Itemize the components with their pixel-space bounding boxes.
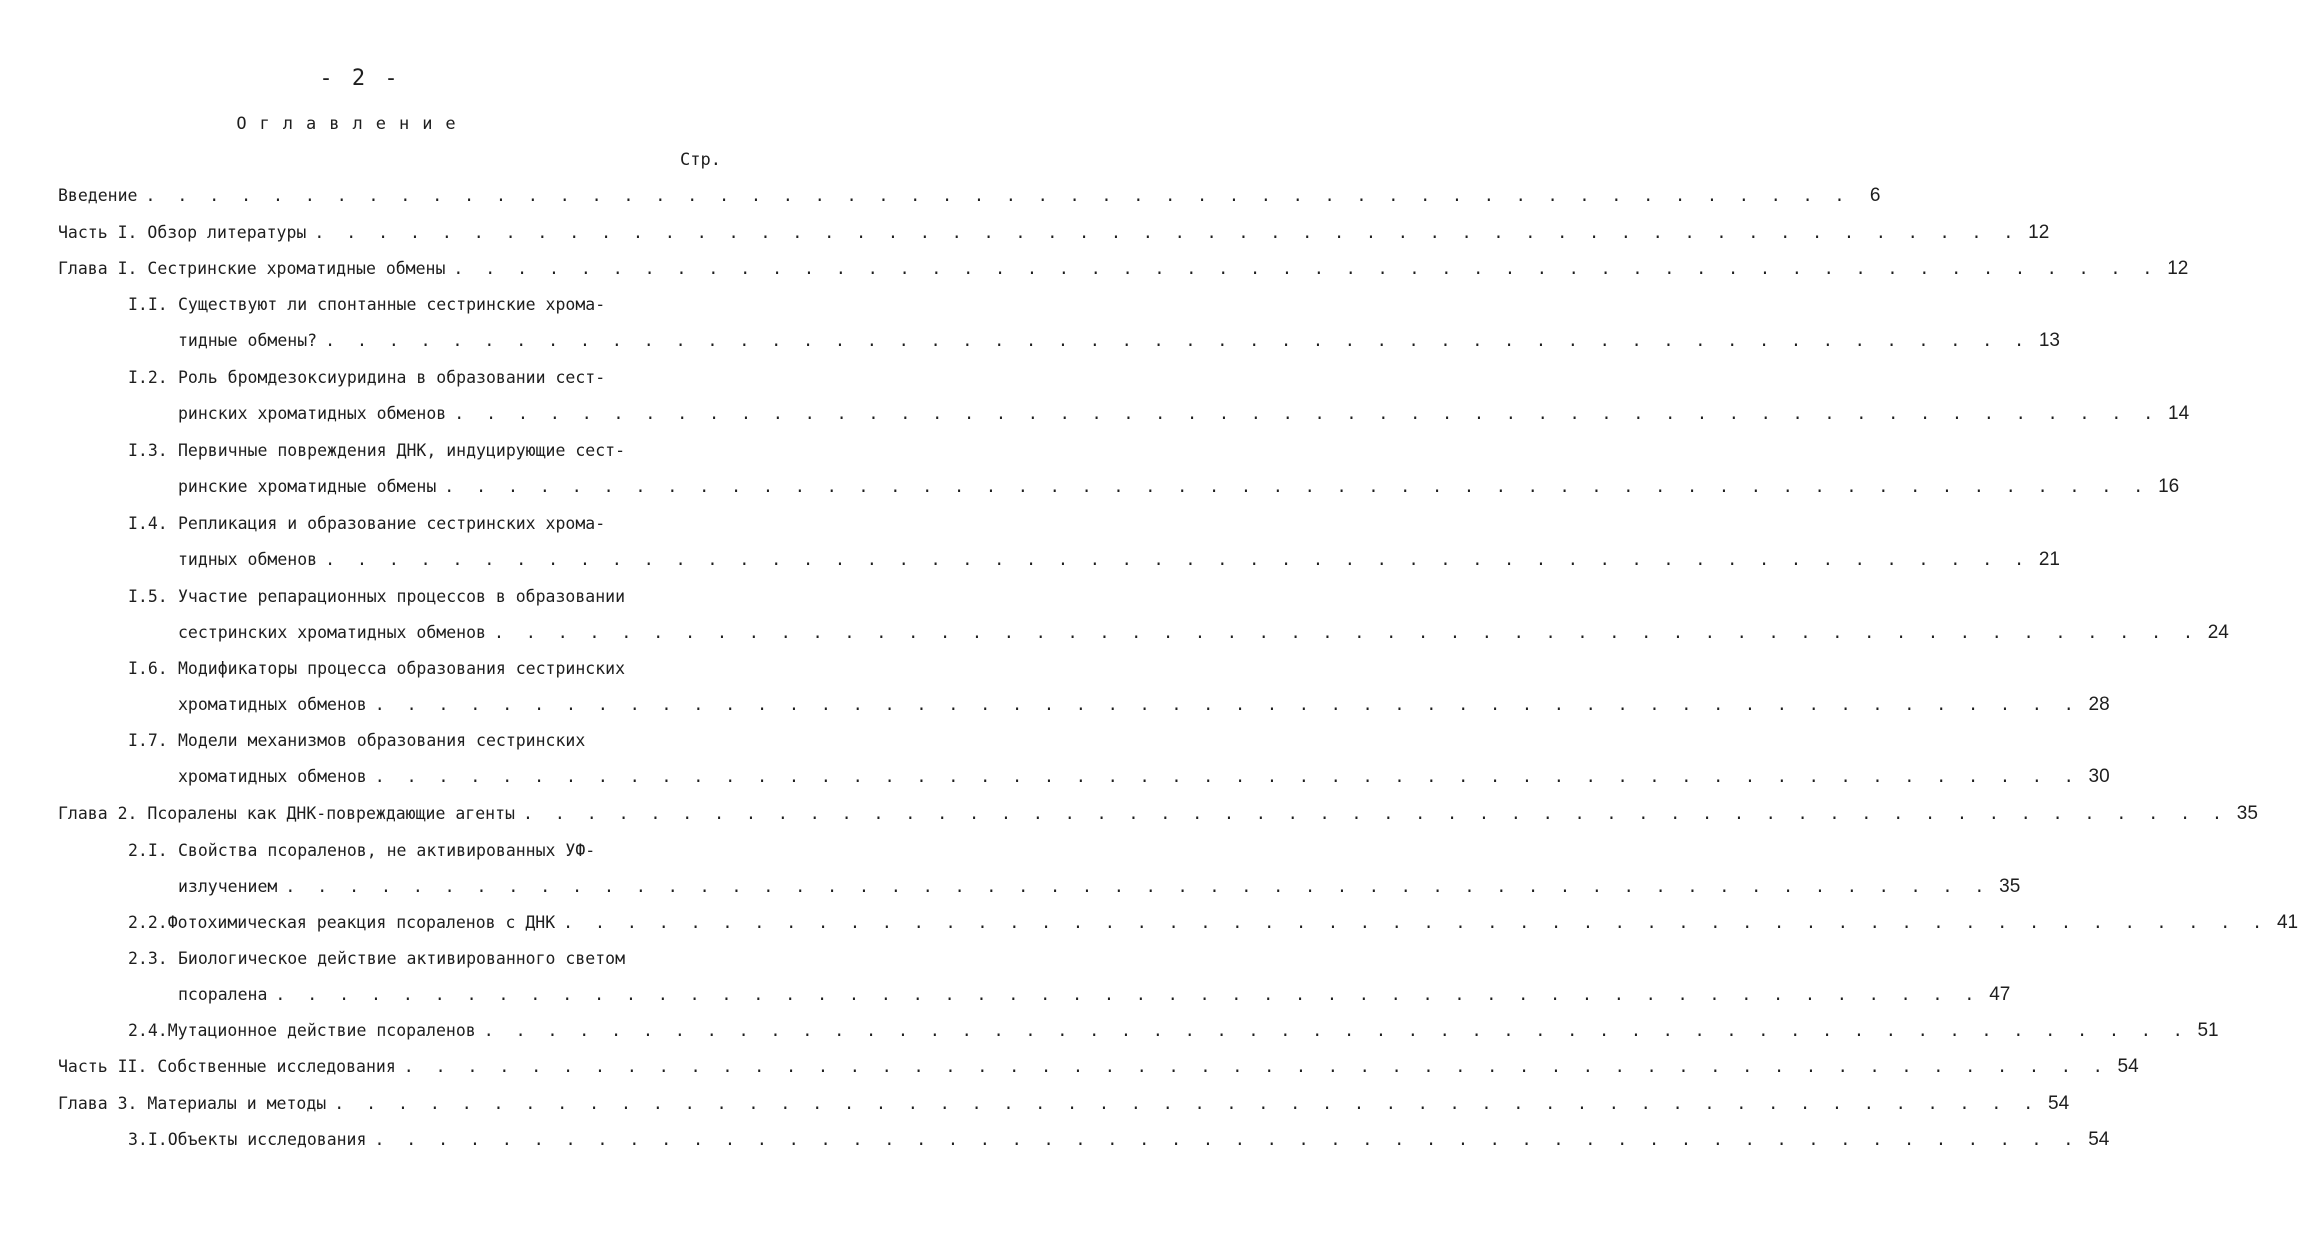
leader-dots: . . . . . . . . . . . . . . . . . . . . . . . . . . . . . . . . . . . . . . . . . . . . . . . . . . . . . . xyxy=(374,767,2080,786)
toc-entry-1-2 xyxy=(128,365,681,391)
toc-entry-1-4-cont xyxy=(178,547,2060,573)
toc-entry-1-6 xyxy=(128,656,681,682)
leader-dots: . . . . . . . . . . . . . . . . . . . . . . . . . . . . . . . . . . . . . . . . . . . . . . . . . . . . . . xyxy=(563,913,2269,932)
leader-dots: . . . . . . . . . . . . . . . . . . . . . . . . . . . . . . . . . . . . . . . . . . . . . . . . . . . . . . xyxy=(334,1094,2040,1113)
section-number: I.2. xyxy=(128,368,168,387)
toc-entry-page: 54 xyxy=(2088,1129,2110,1150)
toc-entry-page: 35 xyxy=(1999,876,2021,897)
toc-entry-1-7-cont xyxy=(178,764,2110,790)
toc-entry-1-5 xyxy=(128,584,681,610)
toc-entry-2-1-cont xyxy=(178,874,2021,900)
toc-entry-page: 30 xyxy=(2088,766,2110,787)
toc-entry-chapter-3 xyxy=(58,1091,2070,1117)
leader-dots: . . . . . . . . . . . . . . . . . . . . . . . . . . . . . . . . . . . . . . . . . . . . . . . . . . . . . . xyxy=(285,877,1991,896)
section-number: I.3. xyxy=(128,441,168,460)
toc-entry-text: ринских хроматидных обменов xyxy=(178,404,447,423)
toc-entry-text: хроматидных обменов xyxy=(178,695,367,714)
leader-dots: . . . . . . . . . . . . . . . . . . . . . . . . . . . . . . . . . . . . . . . . . . . . . . . . . . . . . . xyxy=(403,1057,2109,1076)
toc-entry-text: Существуют ли спонтанные сестринские хрома- xyxy=(178,295,606,314)
leader-dots: . . . . . . . . . . . . . . . . . . . . . . . . . . . . . . . . . . . . . . . . . . . . . . . . . . . . . . xyxy=(453,259,2159,278)
leader-dots: . . . . . . . . . . . . . . . . . . . . . . . . . . . . . . . . . . . . . . . . . . . . . . . . . . . . . . xyxy=(483,1021,2189,1040)
toc-entry-text: Роль бромдезоксиуридина в образовании сест- xyxy=(178,368,606,387)
toc-entry-page: 54 xyxy=(2117,1056,2139,1077)
toc-entry-chapter-1 xyxy=(58,256,2189,282)
leader-dots: . . . . . . . . . . . . . . . . . . . . . . . . . . . . . . . . . . . . . . . . . . . . . . . . . . . . . . xyxy=(493,623,2199,642)
toc-entry-2-2 xyxy=(128,910,2298,936)
toc-entry-text: Глава 2. Псоралены как ДНК-повреждающие агенты xyxy=(58,804,515,823)
toc-entry-2-3 xyxy=(128,946,681,972)
page-column-label: Стр. xyxy=(680,150,721,170)
leader-dots: . . . . . . . . . . . . . . . . . . . . . . . . . . . . . . . . . . . . . . . . . . . . . . . . . . . . . . xyxy=(454,404,2160,423)
toc-entry-text: псоралена xyxy=(178,985,268,1004)
toc-entry-2-1 xyxy=(128,838,681,864)
toc-entry-text: Мутационное действие псораленов xyxy=(167,1021,476,1040)
toc-entry-text: Часть II. Собственные исследования xyxy=(58,1057,396,1076)
toc-entry-1-3-cont xyxy=(178,474,2180,500)
toc-entry-text: излучением xyxy=(178,877,278,896)
toc-entry-page: 41 xyxy=(2276,912,2298,933)
section-number: 2.I. xyxy=(128,841,168,860)
toc-entry-text: тидные обмены? xyxy=(178,331,318,350)
leader-dots: . . . . . . . . . . . . . . . . . . . . . . . . . . . . . . . . . . . . . . . . . . . . . . . . . . . . . . xyxy=(374,1130,2080,1149)
toc-entry-1-1 xyxy=(128,292,681,318)
leader-dots: . . . . . . . . . . . . . . . . . . . . . . . . . . . . . . . . . . . . . . . . . . . . . . . . . . . . . . xyxy=(444,477,2150,496)
section-number: 3.I. xyxy=(128,1130,168,1149)
section-number: 2.3. xyxy=(128,949,168,968)
toc-entry-text: Объекты исследования xyxy=(167,1130,367,1149)
toc-entry-text: Глава 3. Материалы и методы xyxy=(58,1094,327,1113)
toc-entry-text: Глава I. Сестринские хроматидные обмены xyxy=(58,259,446,278)
toc-entry-page: 47 xyxy=(1989,984,2011,1005)
toc-entry-page: 6 xyxy=(1869,185,1881,206)
toc-title: Оглавление xyxy=(236,114,469,134)
toc-entry-text: сестринских хроматидных обменов xyxy=(178,623,486,642)
toc-entry-page: 16 xyxy=(2158,476,2180,497)
section-number: 2.4. xyxy=(128,1021,168,1040)
toc-entry-introduction xyxy=(58,183,1881,209)
toc-entry-page: 24 xyxy=(2207,622,2229,643)
leader-dots: . . . . . . . . . . . . . . . . . . . . . . . . . . . . . . . . . . . . . . . . . . . . . . . . . . . . . . xyxy=(325,331,2030,350)
toc-entry-text: Введение xyxy=(58,186,138,205)
toc-entry-page: 12 xyxy=(2028,222,2050,243)
toc-entry-page: 35 xyxy=(2236,803,2258,824)
toc-entry-text: Модификаторы процесса образования сестринских xyxy=(178,659,626,678)
toc-entry-text: Участие репарационных процессов в образовании xyxy=(178,587,626,606)
toc-entry-text: ринские хроматидные обмены xyxy=(178,477,437,496)
toc-entry-page: 12 xyxy=(2167,258,2189,279)
section-number: I.5. xyxy=(128,587,168,606)
toc-entry-page: 51 xyxy=(2197,1020,2219,1041)
leader-dots: . . . . . . . . . . . . . . . . . . . . . . . . . . . . . . . . . . . . . . . . . . . . . . . . . . . . . . xyxy=(145,186,1851,205)
toc-entry-1-2-cont xyxy=(178,401,2190,427)
toc-entry-text: Свойства псораленов, не активированных УФ- xyxy=(178,841,596,860)
leader-dots: . . . . . . . . . . . . . . . . . . . . . . . . . . . . . . . . . . . . . . . . . . . . . . . . . . . . . . xyxy=(314,223,2020,242)
toc-entry-text: Репликация и образование сестринских хрома- xyxy=(178,514,606,533)
toc-entry-text: Биологическое действие активированного светом xyxy=(178,949,626,968)
toc-entry-page: 21 xyxy=(2038,549,2060,570)
section-number: I.6. xyxy=(128,659,168,678)
section-number: 2.2. xyxy=(128,913,168,932)
section-number: I.4. xyxy=(128,514,168,533)
toc-entry-text: Первичные повреждения ДНК, индуцирующие сест- xyxy=(178,441,626,460)
toc-entry-1-7 xyxy=(128,728,681,754)
toc-entry-page: 14 xyxy=(2168,403,2190,424)
leader-dots: . . . . . . . . . . . . . . . . . . . . . . . . . . . . . . . . . . . . . . . . . . . . . . . . . . . . . . xyxy=(275,985,1981,1004)
page-number: - 2 - xyxy=(319,66,401,91)
leader-dots: . . . . . . . . . . . . . . . . . . . . . . . . . . . . . . . . . . . . . . . . . . . . . . . . . . . . . . xyxy=(522,804,2228,823)
toc-entry-2-3-cont xyxy=(178,982,2011,1008)
toc-entry-text: Фотохимическая реакция псораленов с ДНК xyxy=(167,913,556,932)
toc-entry-1-6-cont xyxy=(178,692,2110,718)
toc-entry-part-1 xyxy=(58,220,2050,246)
leader-dots: . . . . . . . . . . . . . . . . . . . . . . . . . . . . . . . . . . . . . . . . . . . . . . . . . . . . . . xyxy=(374,695,2080,714)
section-number: I.7. xyxy=(128,731,168,750)
toc-entry-1-1-cont xyxy=(178,328,2060,354)
toc-entry-1-4 xyxy=(128,511,681,537)
toc-entry-page: 54 xyxy=(2048,1093,2070,1114)
toc-entry-3-1 xyxy=(128,1127,2110,1153)
toc-entry-1-5-cont xyxy=(178,620,2229,646)
toc-entry-page: 13 xyxy=(2038,330,2060,351)
toc-entry-page: 28 xyxy=(2088,694,2110,715)
toc-entry-text: Модели механизмов образования сестринских xyxy=(178,731,586,750)
section-number: I.I. xyxy=(128,295,168,314)
toc-entry-2-4 xyxy=(128,1018,2219,1044)
toc-entry-part-2 xyxy=(58,1054,2139,1080)
toc-entry-text: тидных обменов xyxy=(178,550,318,569)
toc-entry-text: Часть I. Обзор литературы xyxy=(58,223,307,242)
toc-entry-1-3 xyxy=(128,438,681,464)
toc-entry-chapter-2 xyxy=(58,801,2258,827)
toc-entry-text: хроматидных обменов xyxy=(178,767,367,786)
leader-dots: . . . . . . . . . . . . . . . . . . . . . . . . . . . . . . . . . . . . . . . . . . . . . . . . . . . . . . xyxy=(325,550,2030,569)
